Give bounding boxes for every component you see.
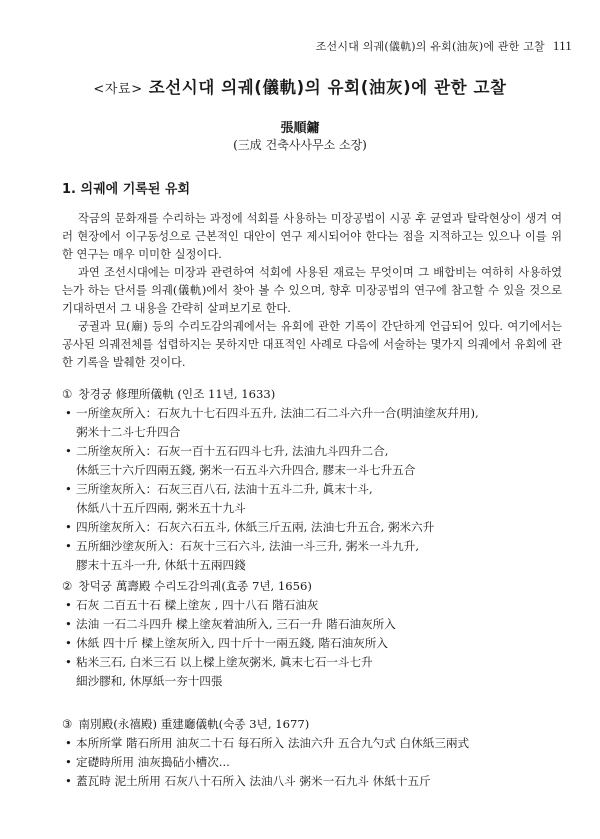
record-line: 蓋瓦時 泥土所用 石灰八十石所入 法油八斗 粥米一石九斗 休紙十五斤 [76, 774, 431, 788]
record-line: 法油 一石二斗四升 樑上塗灰着油所入, 三石一升 階石油灰所入 [76, 617, 396, 631]
record-item [62, 537, 572, 575]
record-item [62, 442, 572, 480]
bullet-icon: • [65, 655, 72, 669]
record-line: 三所塗灰所入：石灰三百八石, 法油十五斗二升, 眞末十斗, [76, 482, 373, 496]
record-line: 休紙八十五斤四兩, 粥米五十九斗 [76, 501, 246, 515]
entry-title: 창덕궁 萬壽殿 수리도감의궤(효종 7년, 1656) [78, 579, 312, 593]
entry-number: ③ [62, 717, 73, 731]
record-line: 休紙三十六斤四兩五錢, 粥米一石五斗六升四合, 膠末一斗七升五合 [76, 463, 416, 477]
intro-paragraph: 작금의 문화재를 수리하는 과정에 석회를 사용하는 미장공법이 시공 후 균열과 탈락현상이 생겨 여러 현장에서 이구동성으로 근본적인 대안이 연구 제시되어야 한다는 점을 지적하고는 있으나 이를 위한 연구는 매우 미미한 실정이다. [62, 212, 562, 261]
record-item [62, 404, 572, 442]
record-line: 二所塗灰所入：石灰一百十五石四斗七升, 法油九斗四升二合, [76, 444, 389, 458]
article-title-text: 조선시대 의궤(儀軌)의 유회(油灰)에 관한 고찰 [148, 78, 507, 97]
article-tag: <자료> [93, 82, 143, 97]
running-head [0, 38, 572, 54]
article-title [0, 74, 600, 98]
running-head-text: 조선시대 의궤(儀軌)의 유회(油灰)에 관한 고찰 [315, 40, 545, 53]
bullet-icon: • [65, 444, 72, 458]
bullet-icon: • [65, 774, 72, 788]
bullet-icon: • [65, 636, 72, 650]
record-line: 細沙膠和, 休厚紙一夯十四張 [76, 674, 223, 688]
intro-paragraph: 궁궐과 묘(廟) 등의 수리도감의궤에서는 유회에 관한 기록이 간단하게 언급되어 있다. 여기에서는 공사된 의궤전체를 섭렵하지는 못하지만 대표적인 사례로 다음에 서술하는 몇가지 의궤에서 유회에 관한 기록을 발췌한 것이다. [62, 320, 562, 369]
record-entry [62, 385, 572, 575]
bullet-icon: • [65, 482, 72, 496]
record-item [62, 772, 572, 791]
page-number: 111 [552, 38, 572, 53]
record-item [62, 753, 572, 772]
record-line: 粘米三石, 白米三石 以上樑上塗灰粥米, 眞末七石一斗七升 [76, 655, 373, 669]
bullet-icon: • [65, 406, 72, 420]
entry-heading [62, 385, 572, 404]
record-item [62, 480, 572, 518]
bullet-icon: • [65, 598, 72, 612]
record-line: 定礎時所用 油灰搗砧小槽次... [76, 755, 230, 769]
bullet-icon: • [65, 520, 72, 534]
record-line: 本所所掌 階石所用 油灰二十石 每石所入 法油六升 五合九勺式 白休紙三兩式 [76, 736, 470, 750]
record-line: 粥米十二斗七升四合 [76, 425, 181, 439]
record-line: 五所細沙塗灰所入：石灰十三石六斗, 法油一斗三升, 粥米一斗九升, [76, 539, 420, 553]
record-line: 石灰 二百五十石 樑上塗灰 , 四十八石 階石油灰 [76, 598, 319, 612]
bullet-icon: • [65, 539, 72, 553]
entry-heading [62, 715, 572, 734]
intro-paragraph: 과연 조선시대에는 미장과 관련하여 석회에 사용된 재료는 무엇이며 그 배합비는 여하히 사용하였는가 하는 단서를 의궤(儀軌)에서 찾아 볼 수 있으며, 향후 미장공법의 연구에 참고할 수 있을 것으로 기대하면서 그 내용을 간략히 살펴보기로 한다. [62, 266, 562, 315]
record-line: 膠末十五斗一升, 休紙十五兩四錢 [76, 558, 246, 572]
record-item [62, 615, 572, 634]
bullet-icon: • [65, 755, 72, 769]
entry-title: 南別殿(永禧殿) 重建廳儀軌(숙종 3년, 1677) [78, 717, 310, 731]
bullet-icon: • [65, 736, 72, 750]
entry-title: 창경궁 修理所儀軌 (인조 11년, 1633) [78, 387, 276, 401]
record-line: 一所塗灰所入：石灰九十七石四斗五升, 法油二石二斗六升一合(明油塗灰幷用), [76, 406, 479, 420]
intro-text [62, 210, 562, 372]
author-affiliation: (三成 건축사사무소 소장) [233, 138, 367, 152]
section-heading: 1. 의궤에 기록된 유회 [62, 182, 191, 197]
entry-heading [62, 577, 572, 596]
record-item [62, 518, 572, 537]
record-item [62, 653, 572, 691]
record-entry [62, 577, 572, 691]
author-name: 張順鏞 [280, 121, 320, 136]
record-item [62, 596, 572, 615]
record-item [62, 734, 572, 753]
record-line: 休紙 四十斤 樑上塗灰所入, 四十斤十一兩五錢, 階石油灰所入 [76, 636, 388, 650]
record-line: 四所塗灰所入：石灰六石五斗, 休紙三斤五兩, 法油七升五合, 粥米六升 [76, 520, 435, 534]
entry-number: ① [62, 387, 73, 401]
record-item [62, 634, 572, 653]
entry-number: ② [62, 579, 73, 593]
bullet-icon: • [65, 617, 72, 631]
record-entry [62, 715, 572, 791]
